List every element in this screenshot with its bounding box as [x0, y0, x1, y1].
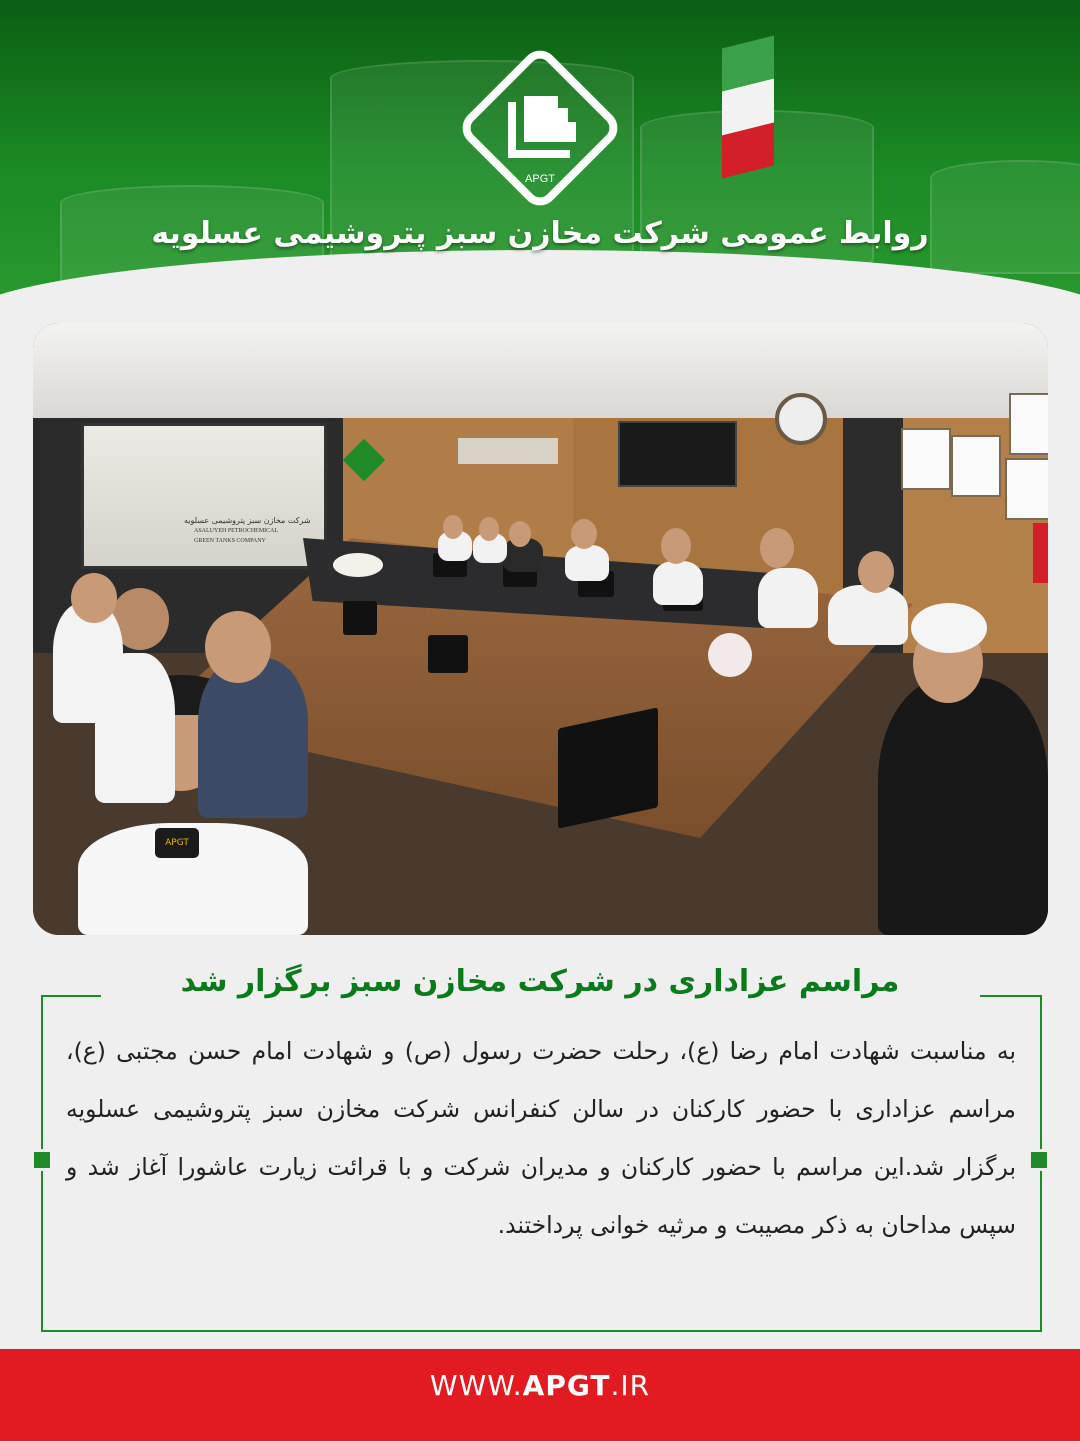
- iran-flag-icon: [722, 36, 774, 179]
- apgt-logo-icon: [454, 42, 626, 214]
- flag-icon: [1033, 523, 1048, 583]
- url-prefix: WWW.: [429, 1369, 523, 1402]
- frame-top-line: [41, 995, 101, 997]
- flower-vase: [708, 633, 752, 677]
- person-head: [760, 528, 794, 568]
- frame-corner-square-icon: [31, 1149, 53, 1171]
- person-head: [661, 528, 691, 564]
- url-suffix: .IR: [610, 1369, 651, 1402]
- wall-clock-icon: [775, 393, 827, 445]
- screen-caption: شرکت مخازن سبز پتروشیمی عسلویه: [184, 516, 311, 525]
- laptop: [558, 707, 658, 828]
- article-body: به مناسبت شهادت امام رضا (ع)، رحلت حضرت رسول (ص) و شهادت امام حسن مجتبی (ع)، مراسم عزاداری با حضور کارکنان در سالن کنفرانس شرکت مخازن سبز پتروشیمی عسلویه برگزار شد.این مراسم با حضور کارکنان و مدیران شرکت و با قرائت زیارت عاشورا آغاز شد و سپس مداحان به ذکر مصیبت و مرثیه خوانی پرداختند.: [66, 1037, 1016, 1239]
- certificate-frame: [1005, 458, 1048, 520]
- url-brand: APGT: [522, 1369, 611, 1402]
- person: [565, 545, 609, 581]
- certificate-frame: [951, 435, 1001, 497]
- conference-photo: [33, 323, 1048, 935]
- laptop: [428, 635, 468, 673]
- person-head: [509, 521, 531, 547]
- frame-corner-square-icon: [1028, 1149, 1050, 1171]
- laptop: [343, 601, 377, 635]
- header-title: روابط عمومی شرکت مخازن سبز پتروشیمی عسلویه: [151, 216, 929, 251]
- person: [878, 678, 1048, 935]
- person-head: [858, 551, 894, 593]
- person: [758, 568, 818, 628]
- photo-frames: [458, 438, 558, 464]
- svg-text:APGT: APGT: [525, 173, 555, 185]
- screen-caption-en: ASALUYEH PETROCHEMICAL: [194, 528, 279, 534]
- website-link[interactable]: [0, 1369, 1080, 1402]
- certificate-frame: [901, 428, 951, 490]
- person: [653, 561, 703, 605]
- uniform-badge: APGT: [155, 828, 199, 858]
- person-head: [479, 517, 499, 541]
- header-banner: [0, 0, 1080, 310]
- ceiling: [33, 323, 1048, 418]
- turban: [911, 603, 987, 653]
- person-head: [205, 611, 271, 683]
- flower-vase: [333, 553, 383, 577]
- certificate-frame: [1009, 393, 1048, 455]
- screen-caption-en: GREEN TANKS COMPANY: [194, 538, 266, 544]
- wall-tv: [618, 421, 737, 487]
- projection-screen: [81, 423, 327, 569]
- frame-top-line: [980, 995, 1042, 997]
- person: [198, 658, 308, 818]
- person-head: [71, 573, 117, 623]
- article-heading: مراسم عزاداری در شرکت مخازن سبز برگزار شد: [180, 964, 900, 999]
- person: [828, 585, 908, 645]
- person-head: [443, 515, 463, 539]
- person-head: [571, 519, 597, 549]
